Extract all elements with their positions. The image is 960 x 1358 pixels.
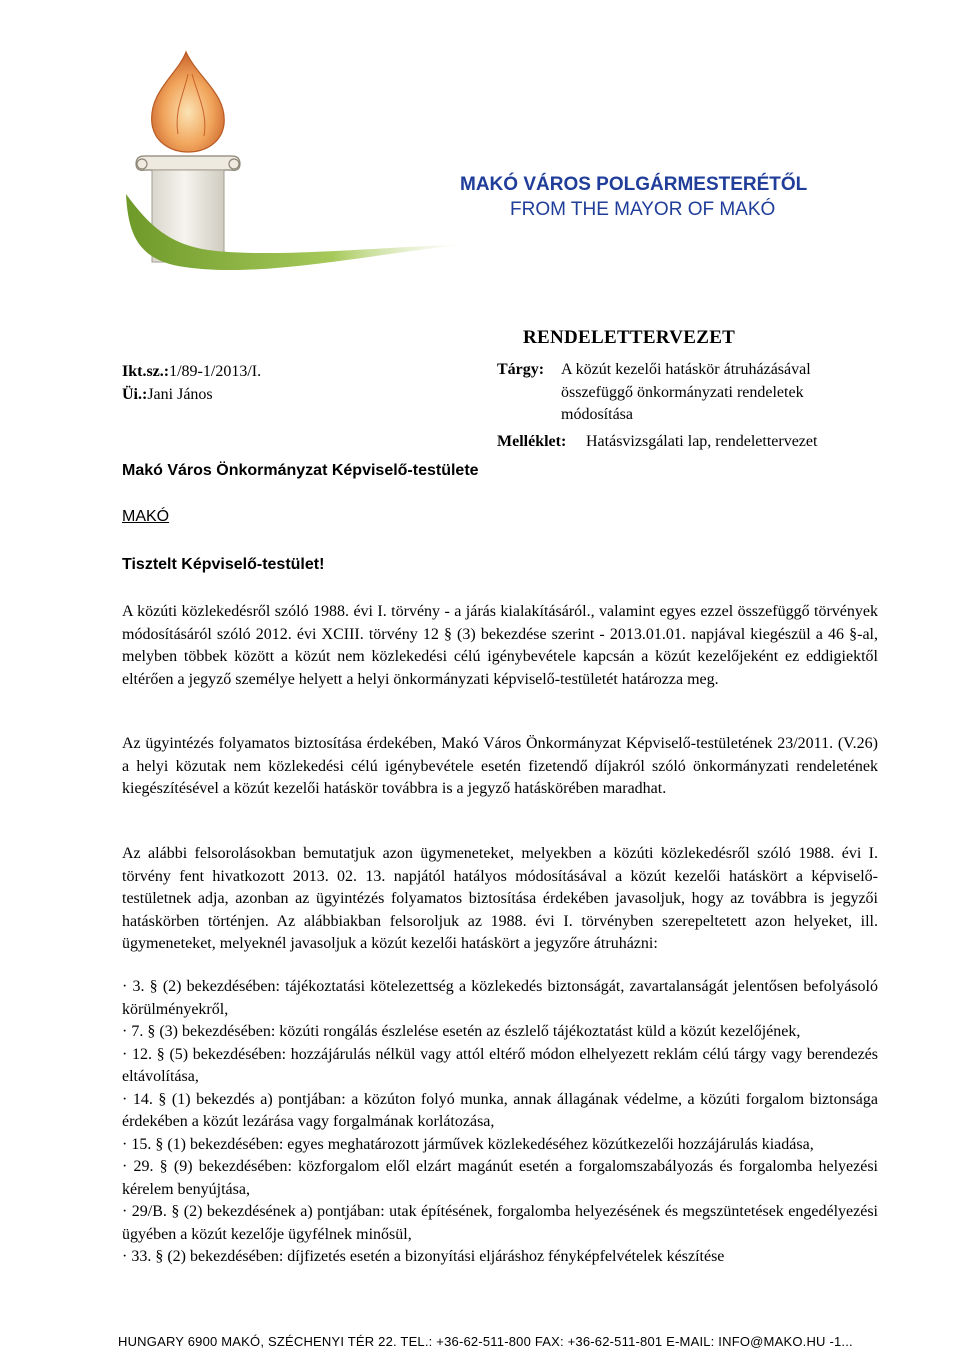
city: MAKÓ [122,508,170,525]
header-title: MAKÓ VÁROS POLGÁRMESTERÉTŐL [460,174,808,195]
subject-label: Tárgy: [497,361,545,378]
reference-number-label: Ikt.sz.: [122,363,170,380]
greeting: Tisztelt Képviselő-testület! [122,556,325,573]
list-item: · 29. § (9) bekezdésében: közforgalom elől elzárt magánút esetén a forgalomszabályozás és forgalomba helyezési kérelem benyújtása, [122,1158,878,1198]
case-officer [122,386,213,404]
paragraph-continuity: Az ügyintézés folyamatos biztosítása érdekében, Makó Város Önkormányzat Képviselő-testületének 23/2011. (V.26) a helyi közutak nem közlekedési célú igénybevétele esetén fizetendő díjakról szóló önkormányzati rendeletének kiegészítésével a közút kezelői hatáskör továbbra is a jegyző hatáskörében maradhat. [122,735,878,797]
attachment-value: Hatásvizsgálati lap, rendelettervezet [586,433,818,450]
reference-number [122,363,261,381]
list-item: · 12. § (5) bekezdésében: hozzájárulás nélkül vagy attól eltérő módon elhelyezett reklám célú tárgy vagy berendezés eltávolítása, [122,1045,878,1085]
delegation-list [122,976,878,1269]
list-item: · 33. § (2) bekezdésében: díjfizetés esetén a bizonyítási eljáráshoz fényképfelvételek készítése [122,1248,725,1265]
subject-line: összefüggő önkormányzati rendeletek [561,384,804,401]
list-item: · 15. § (1) bekezdésében: egyes meghatározott járművek közlekedéséhez közútkezelői hozzájárulás kiadása, [122,1135,814,1153]
document-type: RENDELETTERVEZET [523,327,736,348]
subject-line: módosítása [561,406,633,423]
subject-line: A közút kezelői hatáskör átruházásával [561,361,811,378]
addressee: Makó Város Önkormányzat Képviselő-testülete [122,462,479,479]
list-item: · 14. § (1) bekezdés a) pontjában: a közúton folyó munka, annak állagának védelme, a közúti forgalom biztonsága érdekében a közút lezárása vagy forgalmának korlátozása, [122,1090,878,1130]
reference-number-value: 1/89-1/2013/I. [169,363,262,380]
list-item: · 3. § (2) bekezdésében: tájékoztatási kötelezettség a közlekedés biztonságát, zavartalanságát jelentősen befolyásoló körülményekről, [122,978,878,1018]
attachment-label: Melléklet: [497,433,567,450]
case-officer-label: Üi.: [122,386,148,403]
header-subtitle: FROM THE MAYOR OF MAKÓ [510,199,776,220]
footer-contact: HUNGARY 6900 MAKÓ, SZÉCHENYI TÉR 22. TEL.: +36-62-511-800 FAX: +36-62-511-801 E-MAIL: INFO@MAKO.HU -1... [118,1334,853,1349]
list-item: · 7. § (3) bekezdésében: közúti rongálás észlelése esetén az észlelő tájékoztatást küld a közút kezelőjének, [122,1023,801,1040]
paragraph-list-intro: Az alábbi felsorolásokban bemutatjuk azon ügymeneteket, melyekben a közúti közlekedésről szóló 1988. évi I. törvény fent hivatkozott 2013. 02. 13. napjától hatályos módosításával a közút kezelői hatáskört a képviselő-testületnek adja, azonban az ügyintézés folyamatos biztosítása érdekében javasoljuk, hogy az továbbra is jegyzői hatáskörben történjen. Az alábbiakban felsoroljuk az 1988. évi I. törvényben szerepeltetett azon helyeket, ill. ügymeneteket, melyeknél javasoljuk a közút kezelői hatáskört a jegyzőre átruházni: [122,845,878,952]
list-item: · 29/B. § (2) bekezdésének a) pontjában: utak építésének, forgalomba helyezésének és megszüntetések engedélyezési ügyében a közút kezelője ügyfélnek minősül, [122,1203,878,1243]
case-officer-value: Jani János [147,386,213,403]
paragraph-intro: A közúti közlekedésről szóló 1988. évi I. törvény - a járás kialakításáról., valamint egyes ezzel összefüggő törvények módosításáról szóló 2012. évi XCIII. törvény 12 § (3) bekezdése szerint - 2013.01.01. napjával kiegészül a 46 §-al, melyben többek között a közút nem közlekedési célú igénybevétele kapcsán a közút kezelőjeként ez eddigiektől eltérően a jegyző személye helyett a helyi önkormányzati képviselő-testületét határozza meg. [122,603,878,688]
mako-logo-icon [118,44,478,284]
